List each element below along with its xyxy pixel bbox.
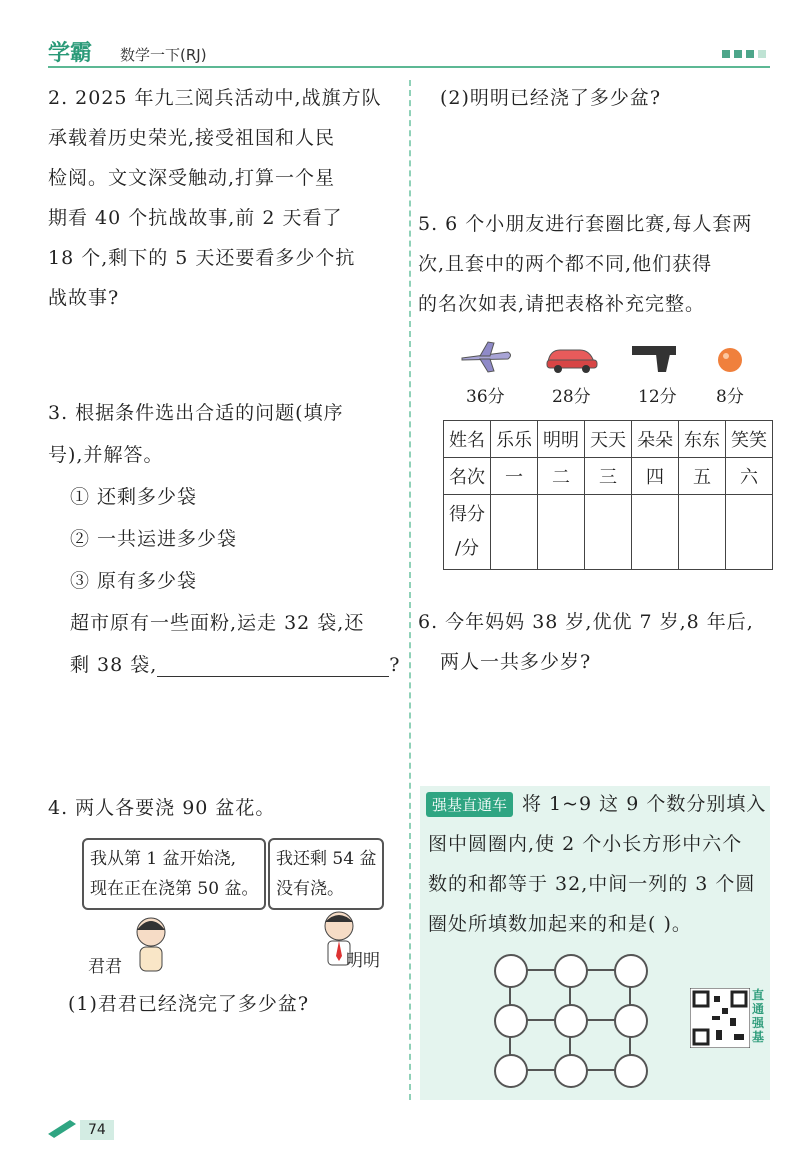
header-square: [722, 50, 730, 58]
q3-line: 3. 根据条件选出合适的问题(填序: [48, 402, 344, 424]
table-cell-score[interactable]: [538, 495, 585, 570]
header-square: [758, 50, 766, 58]
number-circle[interactable]: [494, 1054, 528, 1088]
header-square: [746, 50, 754, 58]
number-circle[interactable]: [554, 954, 588, 988]
number-circle[interactable]: [494, 1004, 528, 1038]
number-circle[interactable]: [554, 1054, 588, 1088]
toy-gun-icon: [630, 342, 680, 374]
q3-option: ① 还剩多少袋: [70, 486, 198, 508]
q2-line: 2. 2025 年九三阅兵活动中,战旗方队: [48, 87, 382, 109]
prize-score: 12分: [638, 387, 677, 407]
table-cell-rank: 五: [679, 458, 726, 495]
table-cell-rank: 一: [491, 458, 538, 495]
brand-logo: 学霸: [48, 41, 93, 66]
table-row-label: 名次: [444, 458, 491, 495]
q2-line: 承载着历史荣光,接受祖国和人民: [48, 127, 336, 149]
number-circle[interactable]: [554, 1004, 588, 1038]
book-title: 数学一下(RJ): [120, 46, 207, 64]
table-cell-rank: 六: [726, 458, 773, 495]
question-2: [48, 78, 382, 318]
header-line: [48, 66, 770, 68]
question-5: 5. 6 个小朋友进行套圈比赛,每人套两 次,且套中的两个都不同,他们获得 的名次如表,请把表格补充完整。: [418, 213, 753, 315]
speech-bubble-mingming: 我还剩 54 盆 没有浇。: [268, 838, 384, 910]
q2-line: 检阅。文文深受触动,打算一个星: [48, 167, 336, 189]
ball-icon: [716, 346, 744, 374]
q3-stem: 超市原有一些面粉,运走 32 袋,还: [70, 612, 365, 634]
name-mingming: 明明: [346, 951, 380, 971]
table-cell-score[interactable]: [726, 495, 773, 570]
table-cell-name: 朵朵: [632, 421, 679, 458]
table-cell-name: 笑笑: [726, 421, 773, 458]
q2-line: 期看 40 个抗战故事,前 2 天看了: [48, 207, 343, 229]
number-circle[interactable]: [614, 1004, 648, 1038]
qr-code-icon[interactable]: [690, 988, 750, 1048]
prize-score: 8分: [716, 387, 744, 407]
table-cell-score[interactable]: [491, 495, 538, 570]
speech-bubble-junjun: 我从第 1 盆开始浇, 现在正在浇第 50 盆。: [82, 838, 266, 910]
toy-car-icon: [544, 340, 600, 374]
name-junjun: 君君: [88, 957, 122, 977]
pencil-icon: [46, 1116, 78, 1138]
table-cell-score[interactable]: [632, 495, 679, 570]
table-row-label: 姓名: [444, 421, 491, 458]
number-circle[interactable]: [614, 954, 648, 988]
table-cell-name: 天天: [585, 421, 632, 458]
number-circle[interactable]: [494, 954, 528, 988]
question-3: [48, 392, 400, 686]
column-divider: [409, 80, 411, 1100]
qr-label: 直通强基: [752, 988, 765, 1044]
bonus-line: 图中圆圈内,使 2 个小长方形中六个: [428, 833, 743, 855]
q3-stem-blank-line: 剩 38 袋, ?: [70, 654, 401, 676]
table-cell-name: 明明: [538, 421, 585, 458]
bonus-line: 数的和都等于 32,中间一列的 3 个圆: [428, 873, 756, 895]
q2-line: 18 个,剩下的 5 天还要看多少个抗: [48, 247, 356, 269]
ranking-table: [443, 420, 773, 570]
header-square: [734, 50, 742, 58]
q3-line: 号),并解答。: [48, 444, 164, 466]
q4-sub2: (2)明明已经浇了多少盆?: [440, 87, 662, 109]
table-cell-name: 乐乐: [491, 421, 538, 458]
prize-score: 28分: [552, 387, 591, 407]
question-6: 6. 今年妈妈 38 岁,优优 7 岁,8 年后, 两人一共多少岁?: [418, 611, 754, 673]
answer-blank[interactable]: [157, 656, 389, 677]
q3-option: ③ 原有多少袋: [70, 570, 198, 592]
table-cell-rank: 二: [538, 458, 585, 495]
table-cell-rank: 三: [585, 458, 632, 495]
bonus-tag: 强基直通车: [426, 792, 513, 817]
table-cell-rank: 四: [632, 458, 679, 495]
number-circle[interactable]: [614, 1054, 648, 1088]
q2-line: 战故事?: [48, 287, 120, 309]
table-cell-score[interactable]: [585, 495, 632, 570]
table-cell-name: 东东: [679, 421, 726, 458]
page-number: 74: [80, 1120, 114, 1140]
q4-title: 4. 两人各要浇 90 盆花。: [48, 797, 276, 819]
bonus-line: 圈处所填数加起来的和是( )。: [428, 913, 692, 935]
prize-score: 36分: [466, 387, 505, 407]
girl-icon: [126, 912, 176, 974]
table-row-label: 得分 /分: [444, 495, 491, 570]
table-cell-score[interactable]: [679, 495, 726, 570]
q3-option: ② 一共运进多少袋: [70, 528, 238, 550]
q4-sub1: (1)君君已经浇完了多少盆?: [68, 993, 310, 1015]
airplane-icon: [458, 338, 514, 374]
bonus-line: 将 1~9 这 9 个数分别填入: [522, 793, 767, 815]
